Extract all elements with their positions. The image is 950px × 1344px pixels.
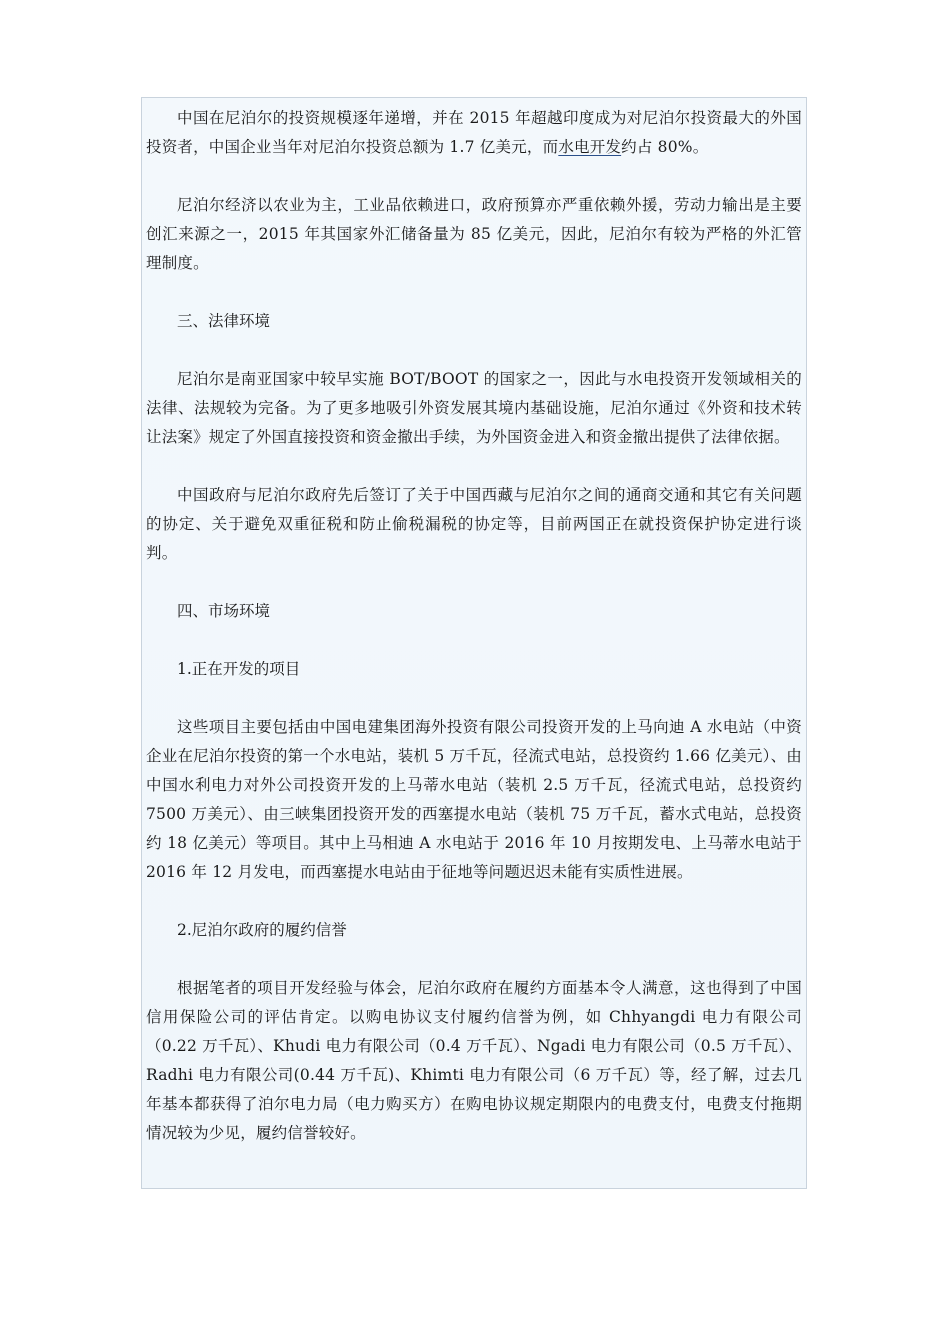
article-content-box xyxy=(141,97,807,1189)
paragraph-bilateral-agreements: 中国政府与尼泊尔政府先后签订了关于中国西藏与尼泊尔之间的通商交通和其它有关问题的协定、关于避免双重征税和防止偷税漏税的协定等，目前两国正在就投资保护协定进行谈判。 xyxy=(146,486,802,562)
paragraph-investment-scale xyxy=(146,104,802,162)
subheading-projects-under-development: 1.正在开发的项目 xyxy=(177,660,301,678)
paragraph-legal-framework: 尼泊尔是南亚国家中较早实施 BOT/BOOT 的国家之一，因此与水电投资开发领域相关的法律、法规较为完备。为了更多地吸引外资发展其境内基础设施，尼泊尔通过《外资和技术转让法案》规定了外国直接投资和资金撤出手续，为外国资金进入和资金撤出提供了法律依据。 xyxy=(146,370,802,446)
paragraph-economy: 尼泊尔经济以农业为主，工业品依赖进口，政府预算亦严重依赖外援，劳动力输出是主要创汇来源之一，2015 年其国家外汇储备量为 85 亿美元，因此，尼泊尔有较为严格的外汇管理制度。 xyxy=(146,196,802,272)
section-heading-market-environment: 四、市场环境 xyxy=(177,602,271,620)
paragraph-credibility: 根据笔者的项目开发经验与体会，尼泊尔政府在履约方面基本令人满意，这也得到了中国信用保险公司的评估肯定。以购电协议支付履约信誉为例，如 Chhyangdi 电力有限公司（0.22 万千瓦）、Khudi 电力有限公司（0.4 万千瓦）、Ngadi 电力有限公司（0.5 万千瓦）、Radhi 电力有限公司(0.44 万千瓦)、Khimti 电力有限公司（6 万千瓦）等，经了解，过去几年基本都获得了泊尔电力局（电力购买方）在购电协议规定期限内的电费支付，电费支付拖期情况较为少见，履约信誉较好。 xyxy=(146,979,802,1142)
hydropower-development-link[interactable]: 水电开发 xyxy=(558,138,622,156)
subheading-government-credibility: 2.尼泊尔政府的履约信誉 xyxy=(177,921,347,939)
section-heading-legal-environment: 三、法律环境 xyxy=(177,312,271,330)
paragraph-text: 约占 80%。 xyxy=(621,138,709,156)
paragraph-text: 中国在尼泊尔的投资规模逐年递增，并在 2015 年超越印度成为对尼泊尔投资最大的外国投资者，中国企业当年对尼泊尔投资总额为 1.7 亿美元，而 xyxy=(146,109,802,156)
paragraph-projects: 这些项目主要包括由中国电建集团海外投资有限公司投资开发的上马向迪 A 水电站（中资企业在尼泊尔投资的第一个水电站，装机 5 万千瓦，径流式电站，总投资约 1.66 亿美元）、由中国水利电力对外公司投资开发的上马蒂水电站（装机 2.5 万千瓦，径流式电站，总投资约 7500 万美元）、由三峡集团投资开发的西塞提水电站（装机 75 万千瓦，蓄水式电站，总投资约 18 亿美元）等项目。其中上马相迪 A 水电站于 2016 年 10 月按期发电、上马蒂水电站于 2016 年 12 月发电，而西塞提水电站由于征地等问题迟迟未能有实质性进展。 xyxy=(146,718,802,881)
